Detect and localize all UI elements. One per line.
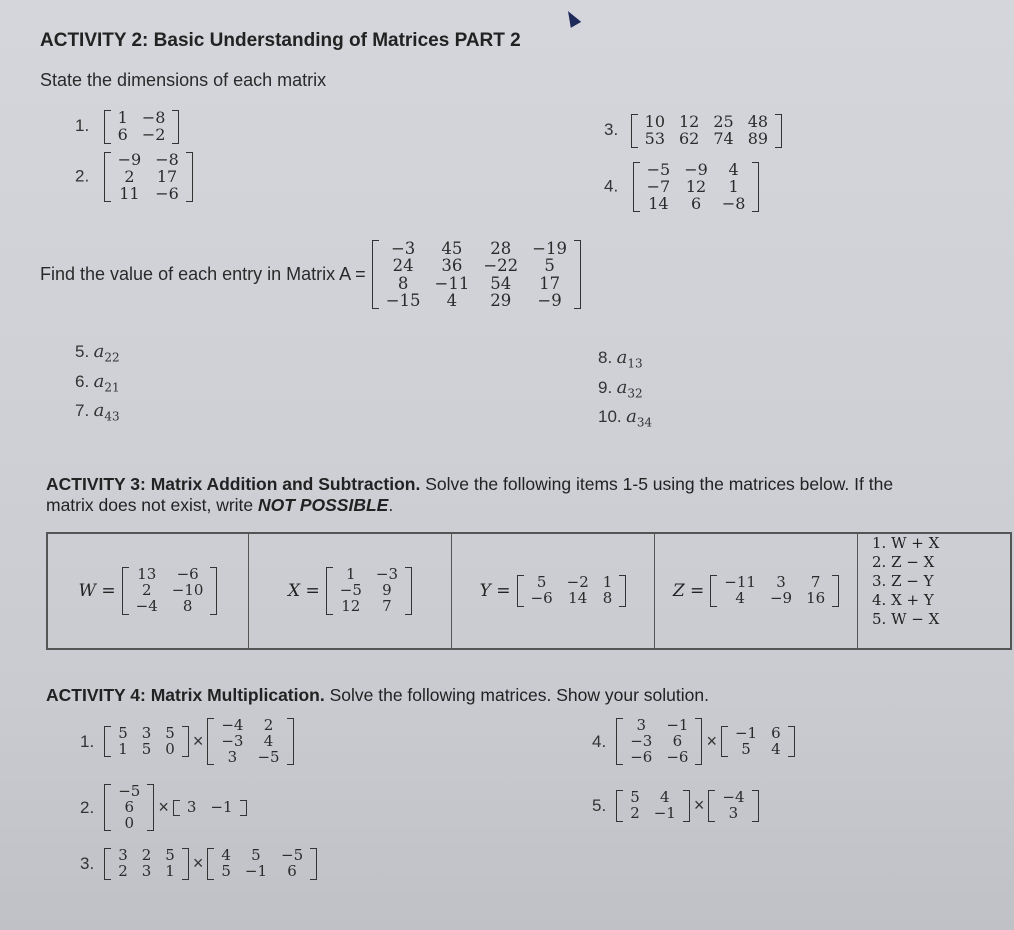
matrix-cell: −2 (566, 573, 589, 592)
matrix-cell: 17 (156, 166, 178, 186)
matrix-cell: 0 (124, 813, 135, 832)
matrix-cell: 1 (117, 108, 128, 127)
activity2-title: ACTIVITY 2: Basic Understanding of Matrices PART 2 (40, 30, 521, 51)
matrix-cell: 25 (713, 112, 734, 131)
matrix-cell: 3 (141, 861, 152, 880)
mult-problem-4: 4. 3 −1 −3 6 −6 −6 × −1 6 5 4 (592, 718, 795, 765)
matrix-cell: −11 (724, 573, 756, 592)
matrix-y (517, 575, 627, 607)
matrix-cell: −6 (155, 183, 179, 203)
times-icon: × (706, 731, 717, 752)
matrix-cell: −5 (257, 747, 280, 766)
matrix-cell: −8 (155, 150, 179, 169)
matrix-w (122, 567, 218, 614)
operation-1: 1. W + X (872, 534, 940, 552)
matrix-cell: 8 (397, 273, 409, 293)
mouse-cursor-icon (563, 8, 581, 28)
entry-9: 9. $a_{32}$ (598, 376, 643, 401)
cell-matrix-x: X = 1 −3 −5 9 12 7 (249, 534, 452, 648)
operation-3: 3. Z − Y (872, 572, 934, 590)
entry-7: 7. $a_{43}$ (75, 400, 120, 424)
matrix-cell: 7 (810, 573, 821, 592)
left-matrix (616, 718, 702, 765)
matrix-cell: 2 (141, 846, 152, 864)
operation-4: 4. X + Y (872, 591, 934, 609)
matrix-cell: 3 (636, 716, 647, 734)
matrix-cell: 12 (679, 112, 700, 131)
matrix-cell: −7 (646, 176, 671, 196)
right-matrix (721, 723, 795, 758)
matrix-cell: −11 (434, 273, 470, 293)
mult-problem-1: 1. 5 3 5 1 5 0 × −4 2 −3 4 3 −5 (80, 718, 294, 765)
matrix-cell: −6 (630, 747, 653, 766)
matrix-cell: 53 (644, 128, 665, 148)
matrix-cell: 5 (221, 861, 231, 880)
matrices-table (46, 532, 1012, 650)
operation-2: 2. Z − X (872, 553, 935, 571)
right-matrix (173, 797, 247, 816)
matrix-cell: 4 (446, 290, 458, 310)
matrix-cell: 14 (648, 193, 669, 213)
matrix-cell: 45 (441, 239, 463, 258)
matrix-cell: −9 (684, 160, 708, 179)
times-icon: × (158, 797, 169, 818)
cell-matrix-z: Z = −11 3 7 4 −9 16 (655, 534, 858, 648)
times-icon: × (693, 795, 705, 816)
matrix (633, 162, 760, 212)
times-icon: × (192, 731, 204, 752)
matrix-cell: 3 (227, 747, 238, 766)
matrix-cell: 62 (679, 128, 700, 148)
matrix-cell: 54 (490, 273, 512, 293)
matrix-cell: −4 (135, 596, 158, 615)
times-icon: × (192, 853, 204, 874)
matrix-cell: 17 (539, 273, 561, 293)
matrix-cell: −1 (734, 723, 758, 742)
matrix-cell: 1 (602, 573, 613, 592)
matrix-cell: 7 (382, 596, 392, 615)
activity2-instruction: State the dimensions of each matrix (40, 70, 327, 90)
matrix-cell: 6 (771, 723, 781, 742)
matrix-cell: 0 (165, 739, 175, 758)
matrix-cell: −5 (339, 581, 362, 600)
matrix-cell: −4 (221, 716, 244, 734)
matrix-cell: 4 (771, 739, 781, 758)
matrix-cell: 6 (124, 797, 135, 816)
matrix-z (710, 575, 839, 607)
matrix-cell: 9 (382, 581, 392, 600)
mult-problem-5: 5. 5 4 2 −1 × −4 3 (592, 790, 759, 822)
entries-left (75, 340, 120, 429)
matrix-cell: 5 (165, 723, 175, 742)
matrix-cell: −9 (117, 150, 142, 169)
matrix-cell: 16 (806, 589, 826, 607)
matrix-cell: 13 (137, 565, 157, 584)
matrix-cell: 6 (690, 193, 702, 213)
matrix-cell: −3 (375, 565, 398, 584)
matrix-cell: −2 (141, 124, 166, 144)
matrix-cell: 5 (544, 256, 555, 276)
matrix-cell: 4 (263, 731, 274, 750)
matrix-cell: 74 (713, 128, 734, 148)
matrix-cell: −5 (281, 846, 304, 864)
matrix-cell: −19 (532, 239, 567, 258)
matrix-x (326, 567, 412, 614)
matrix-cell: 4 (221, 846, 231, 864)
dim-item-1: 1. 1 −8 6 −2 (75, 110, 179, 144)
matrix-cell: 4 (735, 589, 745, 607)
matrix-cell: −4 (722, 788, 745, 806)
matrix-cell: −10 (171, 581, 204, 600)
matrix-cell: 5 (630, 788, 640, 806)
matrix-cell: −9 (769, 589, 793, 607)
matrix-cell: 10 (644, 112, 665, 131)
matrix-cell: 5 (118, 723, 128, 742)
matrix-cell: 5 (141, 739, 152, 758)
matrix-cell: −5 (646, 160, 671, 179)
matrix-cell: −1 (653, 803, 676, 822)
matrix-cell: 14 (568, 589, 588, 607)
matrix-cell: −1 (210, 797, 233, 816)
matrix-cell: 5 (536, 573, 547, 592)
matrix-cell: −1 (666, 716, 689, 734)
entry-6: 6. $a_{21}$ (75, 370, 120, 395)
matrix-cell: 1 (118, 739, 128, 758)
matrix-cell: −1 (244, 861, 268, 880)
matrix-cell: 3 (728, 803, 739, 822)
matrix-cell: −6 (666, 747, 689, 766)
mult-problem-2: 2. −5 6 0 × 3 −1 (80, 784, 247, 831)
matrix-cell: 12 (341, 596, 361, 615)
left-matrix (104, 723, 189, 758)
right-matrix (207, 848, 317, 880)
entry-8: 8. $a_{13}$ (598, 347, 643, 371)
matrix-cell: −22 (483, 256, 519, 276)
entry-10: 10. $a_{34}$ (598, 406, 653, 430)
matrix-cell: −3 (630, 731, 653, 750)
operation-5: 5. W − X (872, 610, 940, 628)
matrix-cell: −15 (385, 290, 421, 310)
activity3-header: ACTIVITY 3: Matrix Addition and Subtraction. Solve the following items 1-5 using the matrices below. If the matrix does not exist, write NOT POSSIBLE. (46, 474, 894, 515)
matrix-cell: 2 (630, 803, 640, 822)
matrix-cell: −9 (537, 290, 562, 310)
matrix-cell: −3 (221, 731, 244, 750)
matrix (631, 114, 782, 148)
matrix-a-prompt: Find the value of each entry in Matrix A = −3 45 28 −19 24 36 −22 5 8 −11 54 17 −15 4 29 −9 (40, 240, 581, 309)
matrix-cell: 1 (165, 861, 175, 880)
matrix-cell: 6 (287, 861, 297, 880)
matrix-cell: −5 (118, 782, 141, 800)
entry-5: 5. $a_{22}$ (75, 341, 120, 365)
matrix-cell: 6 (117, 124, 128, 144)
matrix-cell: 48 (747, 112, 769, 131)
matrix-cell: 2 (141, 581, 152, 600)
matrix-cell: 4 (728, 160, 739, 179)
matrix-cell: −8 (141, 108, 166, 127)
matrix-cell: 3 (141, 723, 152, 742)
matrix-cell: −8 (721, 193, 746, 213)
right-matrix (708, 790, 758, 822)
matrix-cell: −3 (390, 239, 416, 258)
left-matrix (104, 784, 154, 831)
dim-item-3: 3. 10 12 25 48 53 62 74 89 (604, 114, 782, 148)
matrix-cell: 89 (747, 128, 769, 148)
matrix-cell: 29 (490, 290, 512, 310)
matrix-cell: 12 (685, 176, 707, 196)
matrix-cell: −6 (530, 589, 553, 607)
matrix-cell: 1 (728, 176, 739, 196)
matrix-cell: 5 (165, 846, 175, 864)
matrix-cell: 3 (118, 846, 128, 864)
dim-item-2: 2. −9 −8 2 17 11 −6 (75, 152, 193, 202)
matrix-cell: 5 (251, 846, 261, 864)
matrix-cell: 2 (118, 861, 128, 880)
matrix-cell: 36 (441, 256, 463, 276)
left-matrix (616, 790, 690, 822)
matrix (104, 152, 193, 202)
left-matrix (104, 848, 189, 880)
right-matrix (207, 718, 293, 765)
operations-list (858, 534, 1010, 648)
matrix-cell: −6 (176, 565, 199, 584)
mult-problem-3: 3. 3 2 5 2 3 1 × 4 5 −5 5 −1 6 (80, 848, 317, 880)
matrix-cell: 24 (392, 256, 414, 276)
matrix-cell: 6 (672, 731, 683, 750)
entries-right (598, 346, 652, 435)
matrix-cell: 4 (660, 788, 670, 806)
matrix-cell: 3 (776, 573, 786, 592)
dim-item-4: 4. −5 −9 4 −7 12 1 14 6 −8 (604, 162, 759, 212)
matrix-cell: 2 (124, 166, 135, 186)
matrix-cell: 1 (346, 565, 356, 584)
matrix (104, 110, 180, 144)
activity4-header: ACTIVITY 4: Matrix Multiplication. Solve the following matrices. Show your solution. (46, 685, 709, 705)
matrix-cell: 11 (119, 183, 140, 203)
cell-matrix-y: Y = 5 −2 1 −6 14 8 (452, 534, 655, 648)
cell-matrix-w: W = 13 −6 2 −10 −4 8 (48, 534, 249, 648)
matrix-cell: 8 (182, 596, 193, 615)
matrix-cell: 28 (490, 239, 512, 258)
matrix-cell: 5 (741, 739, 751, 758)
matrix-cell: 8 (602, 589, 613, 607)
matrix-cell: 2 (263, 716, 274, 734)
matrix-cell: 3 (186, 797, 197, 816)
matrix-a (372, 240, 581, 309)
